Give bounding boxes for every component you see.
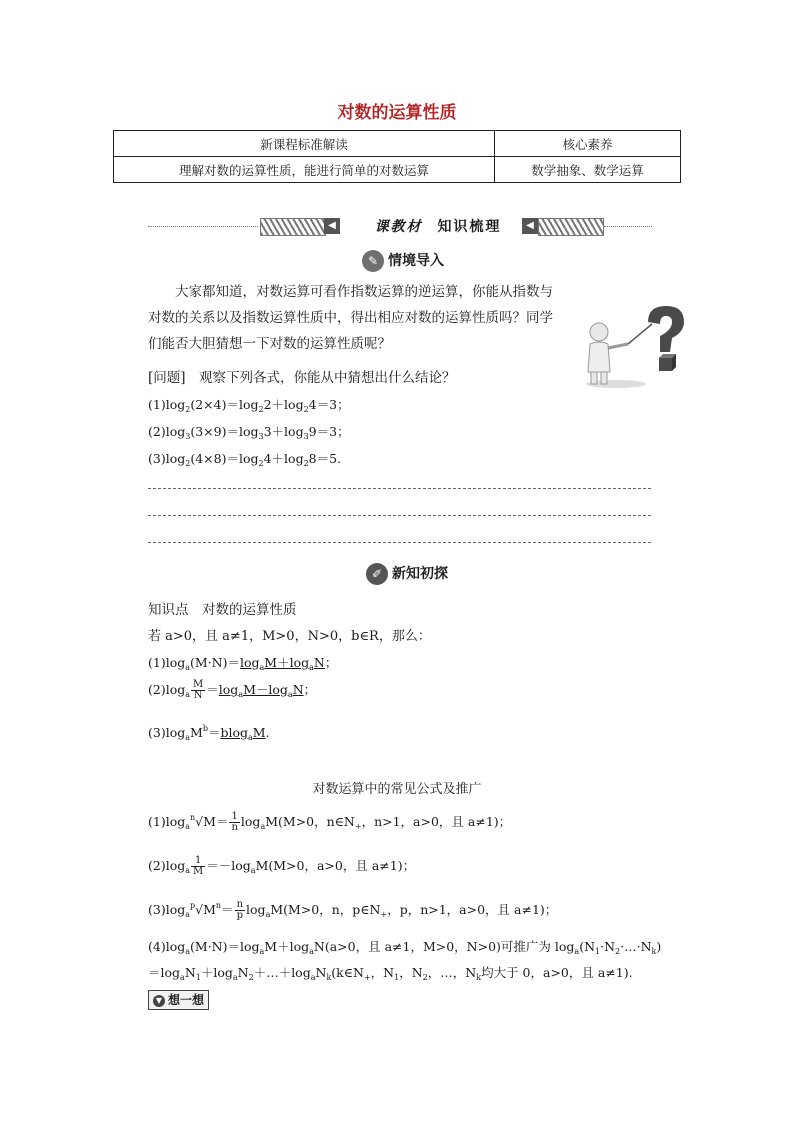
explore-heading-text: 新知初探 (392, 566, 448, 582)
thinking-figure-question-mark-image (576, 300, 690, 390)
banner-arrow-left-icon: ◀ (324, 218, 340, 234)
banner-dots-right (604, 226, 652, 227)
pencil-icon: ✐ (366, 563, 388, 585)
standards-table (113, 130, 681, 183)
formula-1: $(1)\log_a^n√M=$ $\frac{1}{n}$ $\log_aM(M>0$，$n\in N_+$，n>1，a>0，且 a≠1)； (148, 811, 512, 833)
example-eq-3: $(3)\log_2(4\times 8)=\log_24+\log_28=5$. (148, 451, 342, 468)
microscope-icon: ✎ (362, 250, 384, 272)
property-2: $(2)\log_a$ $\frac{M}{N}$ $=\log_aM-\log_aN$； (148, 679, 317, 701)
property-3: $(3)\log_aM^b=blog_aM$. (148, 724, 270, 742)
answer-line (148, 515, 651, 516)
think-box (148, 990, 209, 1010)
intro-paragraph: 大家都知道，对数运算可看作指数运算的逆运算，你能从指数与对数的关系以及指数运算性质中，得出相应对数的运算性质吗？同学们能否大胆猜想一下对数的运算性质呢？ (148, 284, 553, 352)
banner-dots-left (148, 226, 258, 227)
think-label: 想一想 (168, 993, 205, 1007)
question-line (148, 366, 456, 386)
example-eq-1: $(1)\log_2(2\times 4)=\log_22+\log_24=3$； (148, 397, 350, 414)
example-eq-2: $(2)\log_3(3\times 9)=\log_33+\log_39=3$； (148, 424, 350, 441)
condition-text: 若 a>0，且 a≠1，M>0，N>0，b∈R，那么： (148, 629, 431, 644)
knowledge-point-label: 知识点 对数的运算性质 (148, 602, 297, 618)
question-tag: [问题] (148, 370, 186, 386)
table-header-standard: 新课程标准解读 (114, 131, 495, 157)
triangle-down-icon: ▼ (153, 995, 165, 1007)
banner-label-a: 课教材 (374, 219, 423, 235)
banner-stripe-left (260, 218, 326, 236)
page-title: 对数的运算性质 (337, 103, 457, 123)
intro-heading (362, 250, 444, 272)
banner-title (358, 216, 518, 236)
property-1: $(1)\log_a(M\cdot N)=\log_aM+\log_aN$； (148, 655, 338, 672)
explore-heading (366, 563, 448, 585)
banner-label-b: 知识梳理 (437, 219, 502, 235)
question-text: 观察下列各式，你能从中猜想出什么结论？ (199, 370, 456, 386)
section-banner (148, 216, 652, 238)
table-cell-literacy: 数学抽象、数学运算 (495, 157, 681, 183)
banner-stripe-right (538, 218, 604, 236)
formulas-title: 对数运算中的常见公式及推广 (312, 782, 482, 797)
intro-heading-text: 情境导入 (388, 253, 444, 269)
formula-4-line-2: $=\log_aN_1+\log_aN_2+\dots+\log_aN_k(k\in N_+$，$N_1$，$N_2$，…，$N_k$均大于 0，a>0，且 a≠1). (148, 965, 633, 982)
formula-4-line-1: $(4)\log_a(M\cdot N)=\log_aM+\log_aN(a>0$，且 a≠1，M>0，N>0)可推广为 $\log_a(N_1\cdot N_2\cdot\dots\cdot N_k)$ (148, 939, 662, 956)
answer-line (148, 488, 651, 489)
table-cell-standard: 理解对数的运算性质，能进行简单的对数运算 (114, 157, 495, 183)
formula-3: $(3)\log_a^p√M^n=$ $\frac{n}{p}$ $\log_aM(M>0$，n，$p\in N_+$，p，n>1，a>0，且 a≠1)； (148, 899, 558, 921)
answer-line (148, 542, 651, 543)
formula-2: $(2)\log_a$ $\frac{1}{M}$ $=-\log_aM(M>0$，a>0，且 a≠1)； (148, 855, 416, 877)
table-header-literacy: 核心素养 (495, 131, 681, 157)
banner-arrow-right-icon: ◀ (522, 218, 538, 234)
